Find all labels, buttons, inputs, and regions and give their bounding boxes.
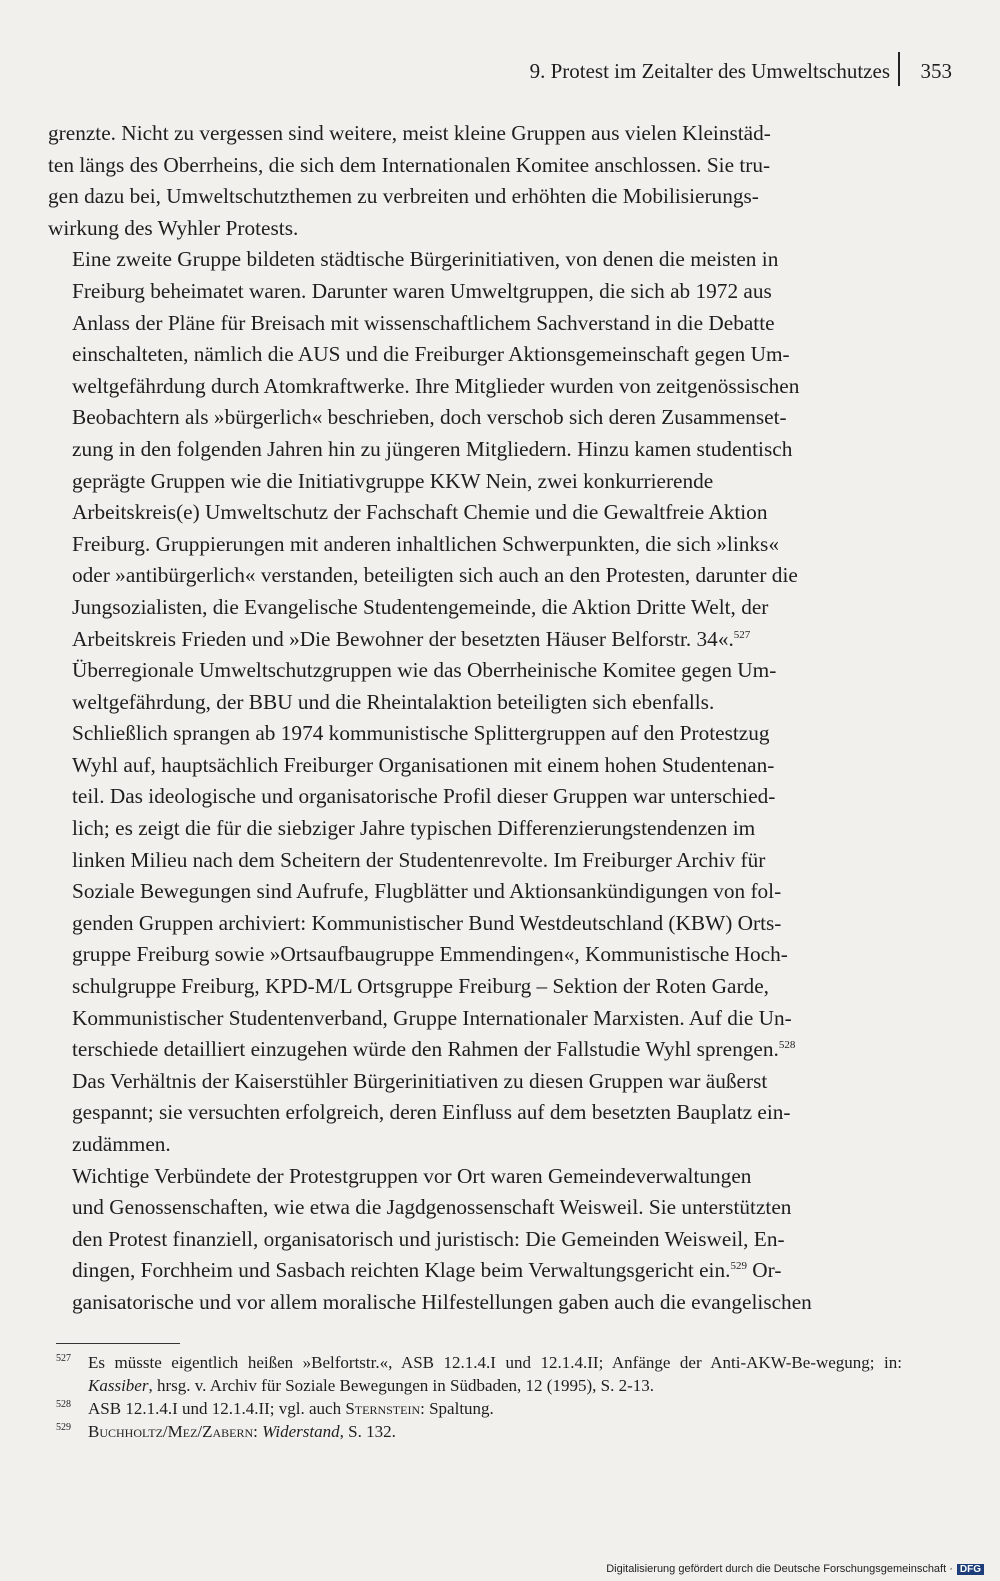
line-text: zudämmen.	[72, 1132, 171, 1156]
text-line	[48, 371, 900, 403]
line-text: geprägte Gruppen wie die Initiativgruppe KKW Nein, zwei konkurrierende	[72, 468, 714, 493]
footnote-number: 529	[56, 1422, 71, 1433]
text-line	[48, 750, 900, 782]
line-text: Wyhl auf, hauptsächlich Freiburger Organisationen mit einem hohen Studentenan-	[72, 752, 775, 777]
footnote-ref[interactable]: 527	[733, 628, 751, 641]
footnote-ref[interactable]: 528	[778, 1039, 796, 1052]
paragraph	[48, 244, 900, 718]
text-line	[48, 624, 900, 656]
text-line	[48, 529, 900, 561]
text-line	[48, 718, 900, 750]
text-line	[48, 1287, 900, 1319]
text-line	[48, 181, 900, 213]
footnote-text: , S. 132.	[339, 1422, 396, 1441]
line-text: Arbeitskreis Frieden und »Die Bewohner der besetzten Häuser Belforstr. 34«.	[72, 626, 734, 651]
text-line	[48, 1192, 900, 1224]
text-line	[48, 1034, 900, 1066]
footnote-528	[56, 1397, 902, 1420]
text-line	[48, 1097, 900, 1129]
paragraph	[48, 118, 900, 244]
text-line	[48, 908, 900, 940]
line-text: Soziale Bewegungen sind Aufrufe, Flugblätter und Aktionsankündigungen von fol-	[72, 879, 782, 904]
text-line	[48, 1066, 900, 1098]
footnote-number: 528	[56, 1399, 71, 1410]
line-text: einschalteten, nämlich die AUS und die Freiburger Aktionsgemeinschaft gegen Um-	[72, 342, 790, 367]
text-line	[48, 276, 900, 308]
body-text	[48, 118, 900, 1319]
footnote-title: Kassiber	[88, 1376, 149, 1395]
text-line	[48, 560, 900, 592]
text-line	[48, 1255, 900, 1287]
text-line	[48, 339, 900, 371]
line-text: gespannt; sie versuchten erfolgreich, deren Einfluss auf dem besetzten Bauplatz ein-	[72, 1100, 791, 1125]
line-text: Das Verhältnis der Kaiserstühler Bürgerinitiativen zu diesen Gruppen war äußerst	[72, 1068, 768, 1093]
line-text: ganisatorische und vor allem moralische Hilfestellungen gaben auch die evangelischen	[72, 1289, 812, 1314]
text-line	[48, 402, 900, 434]
text-line	[48, 150, 900, 182]
text-line	[48, 213, 900, 245]
footnote-number: 527	[56, 1353, 71, 1364]
footnote-author: Sternstein	[345, 1399, 421, 1418]
line-text: gruppe Freiburg sowie »Ortsaufbaugruppe Emmendingen«, Kommunistische Hoch-	[72, 942, 788, 967]
line-text: Überregionale Umweltschutzgruppen wie das Oberrheinische Komitee gegen Um-	[72, 658, 777, 683]
line-text: oder »antibürgerlich« verstanden, beteiligten sich auch an den Protesten, darunter die	[72, 563, 798, 588]
text-line	[48, 1161, 900, 1193]
paragraph	[48, 1161, 900, 1319]
footnote-text: :	[253, 1422, 263, 1441]
text-line	[48, 971, 900, 1003]
text-line	[48, 1224, 900, 1256]
footnote-text: ASB 12.1.4.I und 12.1.4.II; vgl. auch	[88, 1399, 346, 1418]
line-text: gen dazu bei, Umweltschutzthemen zu verbreiten und erhöhten die Mobilisierungs-	[48, 184, 759, 209]
text-line	[48, 687, 900, 719]
line-text: genden Gruppen archiviert: Kommunistischer Bund Westdeutschland (KBW) Orts-	[72, 910, 782, 935]
line-text: Kommunistischer Studentenverband, Gruppe Internationaler Marxisten. Auf die Un-	[72, 1005, 792, 1030]
footnotes	[56, 1351, 902, 1443]
line-text: Freiburg. Gruppierungen mit anderen inhaltlichen Schwerpunkten, die sich »links«	[72, 531, 779, 556]
line-text: dingen, Forchheim und Sasbach reichten Klage beim Verwaltungsgericht ein.	[72, 1258, 731, 1283]
line-text: den Protest finanziell, organisatorisch und juristisch: Die Gemeinden Weisweil, En-	[72, 1226, 785, 1251]
line-text: linken Milieu nach dem Scheitern der Studentenrevolte. Im Freiburger Archiv für	[72, 847, 766, 872]
footnote-author: Buchholtz/Mez/Zabern	[88, 1422, 254, 1441]
footnote-title: Widerstand	[262, 1422, 340, 1441]
text-line	[48, 118, 900, 150]
line-text: ten längs des Oberrheins, die sich dem Internationalen Komitee anschlossen. Sie tru-	[48, 152, 771, 177]
text-line	[48, 655, 900, 687]
line-text: weltgefährdung, der BBU und die Rheintalaktion beteiligten sich ebenfalls.	[72, 689, 715, 714]
text-line	[48, 781, 900, 813]
text-line	[48, 813, 900, 845]
dfg-logo: DFG	[957, 1564, 984, 1575]
text-line	[48, 308, 900, 340]
text-line	[48, 939, 900, 971]
line-text: teil. Das ideologische und organisatorische Profil dieser Gruppen war unterschied-	[72, 784, 776, 809]
line-text: Schließlich sprangen ab 1974 kommunistische Splittergruppen auf den Protestzug	[72, 721, 770, 746]
line-text: lich; es zeigt die für die siebziger Jahre typischen Differenzierungstendenzen im	[72, 816, 756, 841]
line-text: Or-	[746, 1258, 782, 1283]
line-text: wirkung des Wyhler Protests.	[48, 215, 299, 240]
footnote-ref[interactable]: 529	[730, 1260, 747, 1273]
footnote-text: Es müsste eigentlich heißen »Belfortstr.«, ASB 12.1.4.I und 12.1.4.II; Anfänge der Anti-AKW-Be-wegung; in:	[88, 1353, 902, 1372]
line-text: Eine zweite Gruppe bildeten städtische Bürgerinitiativen, von denen die meisten in	[72, 247, 779, 272]
running-header	[440, 56, 952, 86]
header-divider	[898, 52, 900, 86]
line-text: grenzte. Nicht zu vergessen sind weitere, meist kleine Gruppen aus vielen Kleinstäd-	[48, 121, 771, 145]
text-line	[48, 497, 900, 529]
text-line	[48, 1003, 900, 1035]
line-text: und Genossenschaften, wie etwa die Jagdgenossenschaft Weisweil. Sie unterstützten	[72, 1195, 792, 1220]
line-text: Arbeitskreis(e) Umweltschutz der Fachschaft Chemie und die Gewaltfreie Aktion	[72, 500, 768, 525]
running-title: 9. Protest im Zeitalter des Umweltschutzes	[529, 59, 890, 83]
credit-text: Digitalisierung gefördert durch die Deutsche Forschungsgemeinschaft ·	[606, 1563, 953, 1575]
line-text: weltgefährdung durch Atomkraftwerke. Ihre Mitglieder wurden von zeitgenössischen	[72, 373, 800, 398]
line-text: Wichtige Verbündete der Protestgruppen vor Ort waren Gemeindeverwaltungen	[72, 1163, 752, 1188]
footnote-529	[56, 1420, 902, 1443]
line-text: Anlass der Pläne für Breisach mit wissenschaftlichem Sachverstand in die Debatte	[72, 310, 775, 335]
line-text: zung in den folgenden Jahren hin zu jüngeren Mitgliedern. Hinzu kamen studentisch	[72, 436, 793, 461]
digitization-credit	[606, 1563, 984, 1575]
footnote-text: : Spaltung.	[420, 1399, 494, 1418]
page-number: 353	[920, 59, 952, 83]
text-line	[48, 434, 900, 466]
footnote-divider	[56, 1343, 180, 1344]
text-line	[48, 876, 900, 908]
line-text: schulgruppe Freiburg, KPD-M/L Ortsgruppe Freiburg – Sektion der Roten Garde,	[72, 974, 769, 999]
text-line	[48, 845, 900, 877]
line-text: terschiede detailliert einzugehen würde den Rahmen der Fallstudie Wyhl sprengen.	[72, 1037, 779, 1062]
line-text: Beobachtern als »bürgerlich« beschrieben, doch verschob sich deren Zusammenset-	[72, 405, 787, 430]
text-line	[48, 592, 900, 624]
footnote-527	[56, 1351, 902, 1397]
line-text: Freiburg beheimatet waren. Darunter waren Umweltgruppen, die sich ab 1972 aus	[72, 278, 772, 303]
text-line	[48, 1129, 900, 1161]
footnote-text: , hrsg. v. Archiv für Soziale Bewegungen in Südbaden, 12 (1995), S. 2-13.	[148, 1376, 654, 1395]
text-line	[48, 244, 900, 276]
text-line	[48, 466, 900, 498]
line-text: Jungsozialisten, die Evangelische Studentengemeinde, die Aktion Dritte Welt, der	[72, 594, 769, 619]
paragraph	[48, 718, 900, 1160]
